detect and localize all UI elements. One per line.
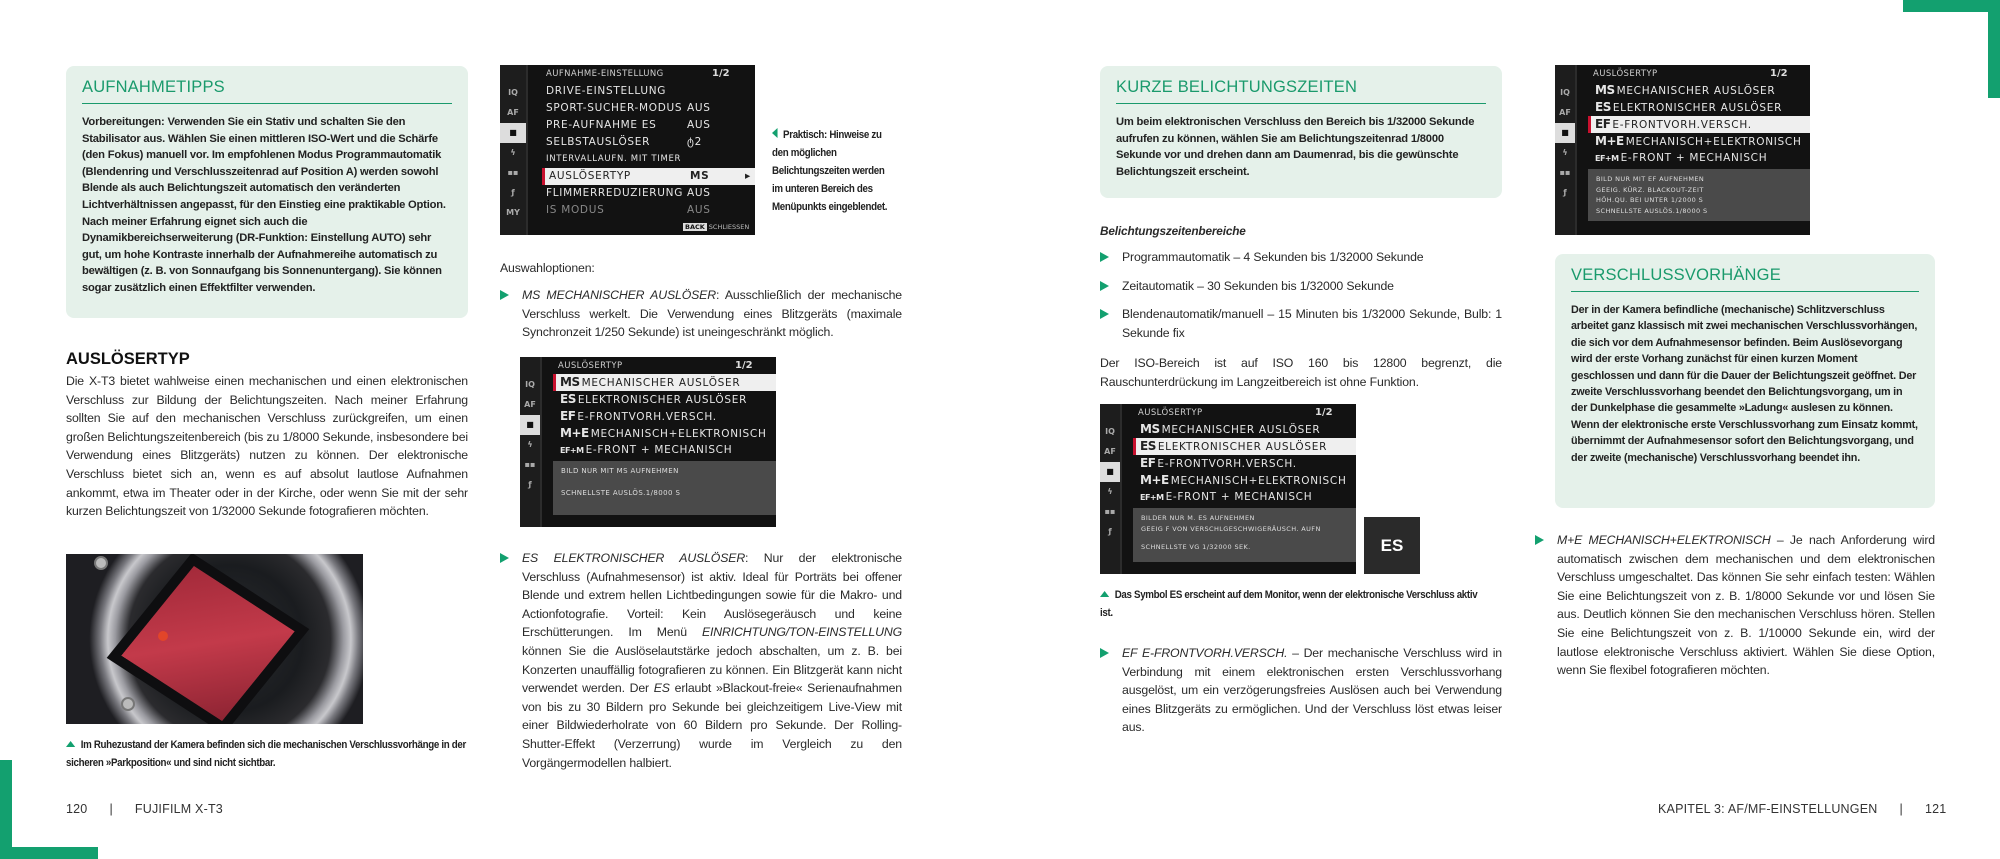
sensor-photo: [66, 554, 363, 724]
tipbox-text: Um beim elektronischen Verschluss den Bereich bis 1/32000 Sekunde aufrufen zu können, wählen Sie am Belichtungszeitenrad 1/8000 Sekunde vor und drehen dann am Daumenrad, bis die gewünschte Belichtungszeit erscheint.: [1116, 116, 1475, 178]
tipbox-text: Der in der Kamera befindliche (mechanische) Schlitzverschluss arbeitet ganz klassisch mit zwei mechanischen Verschlussvorhängen, die sich vor dem Aufnahmesensor befinden. Beim Auslösevorgang wird der erste Vorhang zunächst für einen kurzen Moment geschlossen und dann für die Dauer der Belichtungszeit geöffnet. Der zweite Verschlussvorhang beendet den Belichtungsvorgang, um in der Dunkelphase die gesammelte »Ladung« auslesen zu können. Wenn der elektronische erste Verschlussvorhang zum Einsatz kommt, übernimmt der Aufnahmesensor sofort den Belichtungsvorgang, und der zweite (mechanische) Verschlussvorhang beendet ihn.: [1571, 304, 1918, 464]
option-row-selected[interactable]: ES ELEKTRONISCHER AUSLÖSER: [1133, 438, 1356, 455]
option-row[interactable]: EF E-FRONTVORH.VERSCH.: [560, 409, 717, 423]
option-row[interactable]: ES ELEKTRONISCHER AUSLÖSER: [1595, 100, 1783, 114]
info-panel: BILDER NUR M. ES AUFNEHMEN GEEIG F VON VERSCHLGESCHWIGERÄUSCH. AUFN SCHNELLSTE VG 1/32000 SEK.: [1133, 508, 1356, 562]
tipbox-title: KURZE BELICHTUNGSZEITEN: [1116, 78, 1486, 104]
menu-row[interactable]: IS MODUS AUS: [546, 204, 711, 216]
camera-icon: ■: [500, 123, 526, 143]
menu-row[interactable]: SPORT-SUCHER-MODUS AUS: [546, 102, 711, 114]
option-list-ms: [500, 286, 902, 342]
option-row[interactable]: EF+M E-FRONT + MECHANISCH: [1595, 152, 1768, 164]
menu-row[interactable]: DRIVE-EINSTELLUNG: [546, 85, 667, 97]
menu-row[interactable]: FLIMMERREDUZIERUNG AUS: [546, 187, 711, 199]
bullet-arrow-icon: [500, 290, 509, 300]
menu-row[interactable]: SELBSTAUSLÖSER ტ2: [546, 136, 702, 148]
bullet-arrow-icon: [500, 553, 509, 563]
bullet-arrow-icon: [1535, 535, 1544, 545]
option-row[interactable]: ES ELEKTRONISCHER AUSLÖSER: [560, 392, 748, 406]
caption-arrow-up-icon: [1100, 591, 1109, 597]
mount-screw: [94, 556, 108, 570]
ranges-list: [1100, 248, 1502, 342]
shutter-type-screen-ms: [520, 357, 776, 527]
flash-icon: ϟ: [510, 148, 516, 157]
ranges-heading: Belichtungszeitenbereiche: [1100, 224, 1246, 238]
list-item: MS MECHANISCHER AUSLÖSER: Ausschließlich der mechanische Verschluss werkelt. Die Verwendung eines Blitzgeräts (maximale Synchronzeit 1/250 Sekunde) ist uneingeschränkt möglich.: [500, 286, 902, 342]
list-item: Blendenautomatik/manuell – 15 Minuten bis 1/32000 Sekunde, Bulb: 1 Sekunde fix: [1100, 305, 1502, 342]
tipbox-title: VERSCHLUSSVORHÄNGE: [1571, 266, 1919, 292]
menu-sidebar: IQ AF ■ ϟ ▪▪ ƒ: [1555, 65, 1577, 235]
list-item: Zeitautomatik – 30 Sekunden bis 1/32000 Sekunde: [1100, 277, 1502, 296]
mount-index-dot: [158, 631, 168, 641]
option-row[interactable]: M+E MECHANISCH+ELEKTRONISCH: [560, 426, 767, 440]
page-number: 121: [1924, 802, 1947, 816]
caption-arrow-left-icon: [772, 128, 778, 138]
section-heading: AUSLÖSERTYP: [66, 350, 190, 368]
list-item: Programmautomatik – 4 Sekunden bis 1/32000 Sekunde: [1100, 248, 1502, 267]
info-panel: BILD NUR MIT MS AUFNEHMEN SCHNELLSTE AUSLÖS.1/8000 S: [553, 461, 776, 515]
menu-row[interactable]: INTERVALLAUFN. MIT TIMER: [546, 154, 682, 164]
es-caption: Das Symbol ES erscheint auf dem Monitor, wenn der elektronische Verschluss aktiv ist.: [1100, 589, 1478, 619]
menu-caption: Praktisch: Hinweise zu den möglichen Belichtungszeiten werden im unteren Bereich des Menüpunkts eingeblendet.: [772, 129, 888, 213]
bullet-arrow-icon: [1100, 281, 1109, 291]
back-close-hint: BACK SCHLIESSEN: [685, 223, 750, 231]
option-row-selected[interactable]: MS MECHANISCHER AUSLÖSER: [553, 374, 776, 391]
option-row[interactable]: MS MECHANISCHER AUSLÖSER: [1140, 422, 1321, 436]
list-item: M+E MECHANISCH+ELEKTRONISCH – Je nach Anforderung wird automatisch zwischen dem mechanischen und dem elektronischen Verschluss umgeschaltet. Das können Sie sehr einfach testen: Wählen Sie eine Belichtungszeit von z. B. 1/8000 Sekunde vor und lösen Sie aus. Deutlich können Sie den mechanischen Verschluss hören. Stellen Sie eine Belichtungszeit von z. B. 1/10000 Sekunde ein, wird der lautlose elektronische Verschluss aktiviert. Wählen Sie diese Option, wenn Sie flexibel fotografieren möchten.: [1535, 531, 1935, 680]
option-row[interactable]: EF+M E-FRONT + MECHANISCH: [560, 444, 733, 456]
screen-title: AUSLÖSERTYP: [558, 361, 623, 371]
photo-caption: Im Ruhezustand der Kamera befinden sich die mechanischen Verschlussvorhänge in der sicheren »Parkposition« und sind nicht sichtbar.: [66, 739, 466, 769]
option-list-es: [500, 549, 902, 772]
tipbox-text: Vorbereitungen: Verwenden Sie ein Stativ und schalten Sie den Stabilisator aus. Wählen Sie einen mittleren ISO-Wert und die Schärfe (den Fokus) manuell vor. Im empfohlenen Modus Programmautomatik (Blendenring und Verschlusszeitenrad auf Position A) werden sowohl Blende als auch Belichtungszeit automatisch den veränderten Lichtverhältnissen angepasst, für den Einstieg eine praktikable Option. Nach meiner Erfahrung eignet sich auch die Dynamikbereichserweiterung (DR-Funktion: Einstellung AUTO) sehr gut, um hohe Kontraste innerhalb der Aufnahmereihe automatisch zu bewältigen (z. B. von Sonnaufgang bis Sonnenuntergang). Sie können sogar zusätzlich einen Effektfilter verwenden.: [82, 116, 446, 294]
wrench-icon: ƒ: [511, 188, 515, 197]
tipbox-title: AUFNAHMETIPPS: [82, 78, 452, 104]
bullet-arrow-icon: [1100, 309, 1109, 319]
camera-menu-screen: [500, 65, 755, 235]
page-footer-right: KAPITEL 3: AF/MF-EINSTELLUNGEN | 121: [1658, 802, 1947, 816]
menu-sidebar: IQ AF ■ ϟ ▪▪ ƒ MY: [500, 65, 528, 235]
screen-page: 1/2: [712, 68, 730, 79]
option-row-selected[interactable]: EF E-FRONTVORH.VERSCH.: [1588, 116, 1810, 133]
es-monitor-symbol: ES: [1364, 517, 1420, 574]
screen-page: 1/2: [1315, 407, 1333, 418]
menu-row[interactable]: PRE-AUFNAHME ES AUS: [546, 119, 711, 131]
iso-text: Der ISO-Bereich ist auf ISO 160 bis 12800 begrenzt, die Rauschunterdrückung im Langzeitbereich ist ohne Funktion.: [1100, 356, 1502, 389]
mount-screw: [121, 697, 135, 711]
option-list-me: [1535, 531, 1935, 680]
option-row[interactable]: EF+M E-FRONT + MECHANISCH: [1140, 491, 1313, 503]
shutter-type-screen-es: [1100, 404, 1356, 574]
shutter-type-screen-ef: [1555, 65, 1810, 235]
caption-arrow-up-icon: [66, 741, 75, 747]
section-text: Die X-T3 bietet wahlweise einen mechanischen und einen elektronischen Verschluss zur Bildung der Belichtungszeiten. Nach meiner Erfahrung sollten Sie auf den mechanischen Verschluss zurückgreifen, um einen großen Belichtungszeitenbereich (bis zu 1/8000 Sekunde, insbesondere bei Verwendung eines Blitzgeräts) nutzen zu können. Der elektronische Verschluss bietet sich an, wenn es auf absolut lautlose Aufnahmen ankommt, etwa im Theater oder in der Kirche, oder wenn Sie mit der sehr kurzen Belichtungszeit von 1/32000 Sekunde fotografieren möchten.: [66, 374, 468, 519]
option-row[interactable]: M+E MECHANISCH+ELEKTRONISCH: [1140, 473, 1347, 487]
right-page: [1000, 0, 2000, 859]
chapter-title: KAPITEL 3: AF/MF-EINSTELLUNGEN: [1658, 802, 1878, 816]
screen-title: AUFNAHME-EINSTELLUNG: [546, 69, 664, 79]
tipbox-aufnahmetipps: [66, 66, 468, 318]
info-panel: BILD NUR MIT EF AUFNEHMEN GEEIG. KÜRZ. BLACKOUT-ZEIT HÖH.QU. BEI UNTER 1/2000 S SCHNELLSTE AUSLÖS.1/8000 S: [1588, 169, 1810, 221]
tipbox-verschlussvorhaenge: [1555, 254, 1935, 508]
sensor-image: [121, 566, 294, 721]
submenu-arrow-icon: ▸: [745, 170, 751, 182]
book-title: FUJIFILM X-T3: [134, 802, 223, 816]
screen-title: AUSLÖSERTYP: [1593, 69, 1658, 79]
menu-row-selected[interactable]: AUSLÖSERTYP MS ▸: [542, 168, 755, 185]
option-row[interactable]: M+E MECHANISCH+ELEKTRONISCH: [1595, 134, 1802, 148]
movie-icon: ▪▪: [507, 168, 519, 177]
option-row[interactable]: EF E-FRONTVORH.VERSCH.: [1140, 456, 1297, 470]
screen-page: 1/2: [735, 360, 753, 371]
screen-title: AUSLÖSERTYP: [1138, 408, 1203, 418]
page-footer-left: 120 | FUJIFILM X-T3: [66, 802, 223, 816]
menu-sidebar: IQ AF ■ ϟ ▪▪ ƒ: [1100, 404, 1122, 574]
bullet-arrow-icon: [1100, 252, 1109, 262]
option-row[interactable]: MS MECHANISCHER AUSLÖSER: [1595, 83, 1776, 97]
screen-page: 1/2: [1770, 68, 1788, 79]
list-item: EF E-FRONTVORH.VERSCH. – Der mechanische Verschluss wird in Verbindung mit einem elektronischen ersten Verschlussvorhang ausgelöst, um ein verzögerungsfreies Auslösen auch bei Verwendung eines Blitzgeräts zu ermöglichen. Und der Verschluss löst etwas leiser aus.: [1100, 644, 1502, 737]
menu-sidebar: IQ AF ■ ϟ ▪▪ ƒ: [520, 357, 542, 527]
option-list-ef: [1100, 644, 1502, 737]
bullet-arrow-icon: [1100, 648, 1109, 658]
options-intro: Auswahloptionen:: [500, 261, 595, 275]
tipbox-kurze-belichtungszeiten: [1100, 66, 1502, 198]
page-number: 120: [66, 802, 88, 816]
list-item: ES ELEKTRONISCHER AUSLÖSER: Nur der elektronische Verschluss (Aufnahmesensor) ist aktiv. Ideal für Porträts bei offener Blende und extrem hellen Lichtbedingungen sowie für die Makro- und Actionfotografie. Vorteil: Kein Auslösegeräusch und keine Erschütterungen. Im Menü EINRICHTUNG/TON-EINSTELLUNG können Sie die Auslöselautstärke jedoch abschalten, um z. B. bei Konzerten unauffällig fotografieren zu können. Ein Blitzgerät kann nicht verwendet werden. Der ES erlaubt »Blackout-freie« Serienaufnahmen von bis zu 30 Bildern pro Sekunde bei gleichzeitigem Live-View mit einer Bildwiederholrate von 60 Bildern pro Sekunde. Der Rolling-Shutter-Effekt (Verzerrung) wurde im Vergleich zu den Vorgängermodellen halbiert.: [500, 549, 902, 772]
